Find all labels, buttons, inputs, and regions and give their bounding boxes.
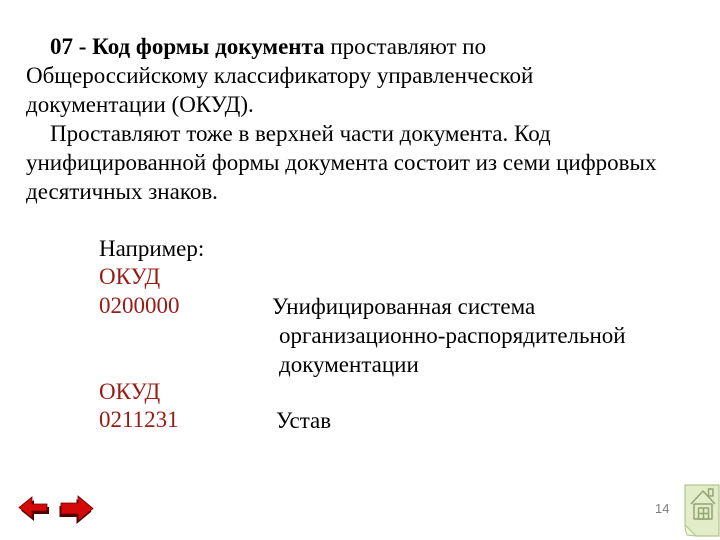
forward-arrow-button[interactable]	[58, 493, 96, 525]
paragraph-line: Общероссийскому классификатору управленческой	[26, 63, 534, 88]
okud-code-label-2: ОКУД	[99, 379, 161, 404]
paragraph-line: унифицированной формы документа состоит из семи цифровых	[26, 150, 657, 175]
back-arrow-button[interactable]	[16, 495, 50, 523]
paragraph-line: документации (ОКУД).	[26, 92, 254, 117]
okud-code-label-1: ОКУД	[99, 264, 161, 289]
paragraph-text: проставляют по	[324, 34, 487, 59]
description-line: Унифицированная система	[272, 294, 536, 319]
paragraph-line: Проставляют тоже в верхней части документа. Код	[50, 121, 551, 146]
home-button[interactable]	[682, 484, 720, 538]
description-line: документации	[279, 352, 419, 377]
paragraph-line	[26, 32, 656, 61]
description-line: организационно-распорядительной	[279, 323, 626, 348]
page-number: 14	[655, 501, 670, 516]
okud-code-value-2: 0211231	[99, 407, 179, 432]
okud-description-2: Устав	[276, 408, 332, 433]
paragraph-line: десятичных знаков.	[26, 179, 218, 204]
example-label: Например:	[99, 236, 205, 261]
bold-term: 07 - Код формы документа	[50, 34, 325, 59]
main-text-block	[26, 32, 656, 206]
okud-code-value-1: 0200000	[99, 293, 180, 318]
okud-description-1	[272, 292, 626, 379]
